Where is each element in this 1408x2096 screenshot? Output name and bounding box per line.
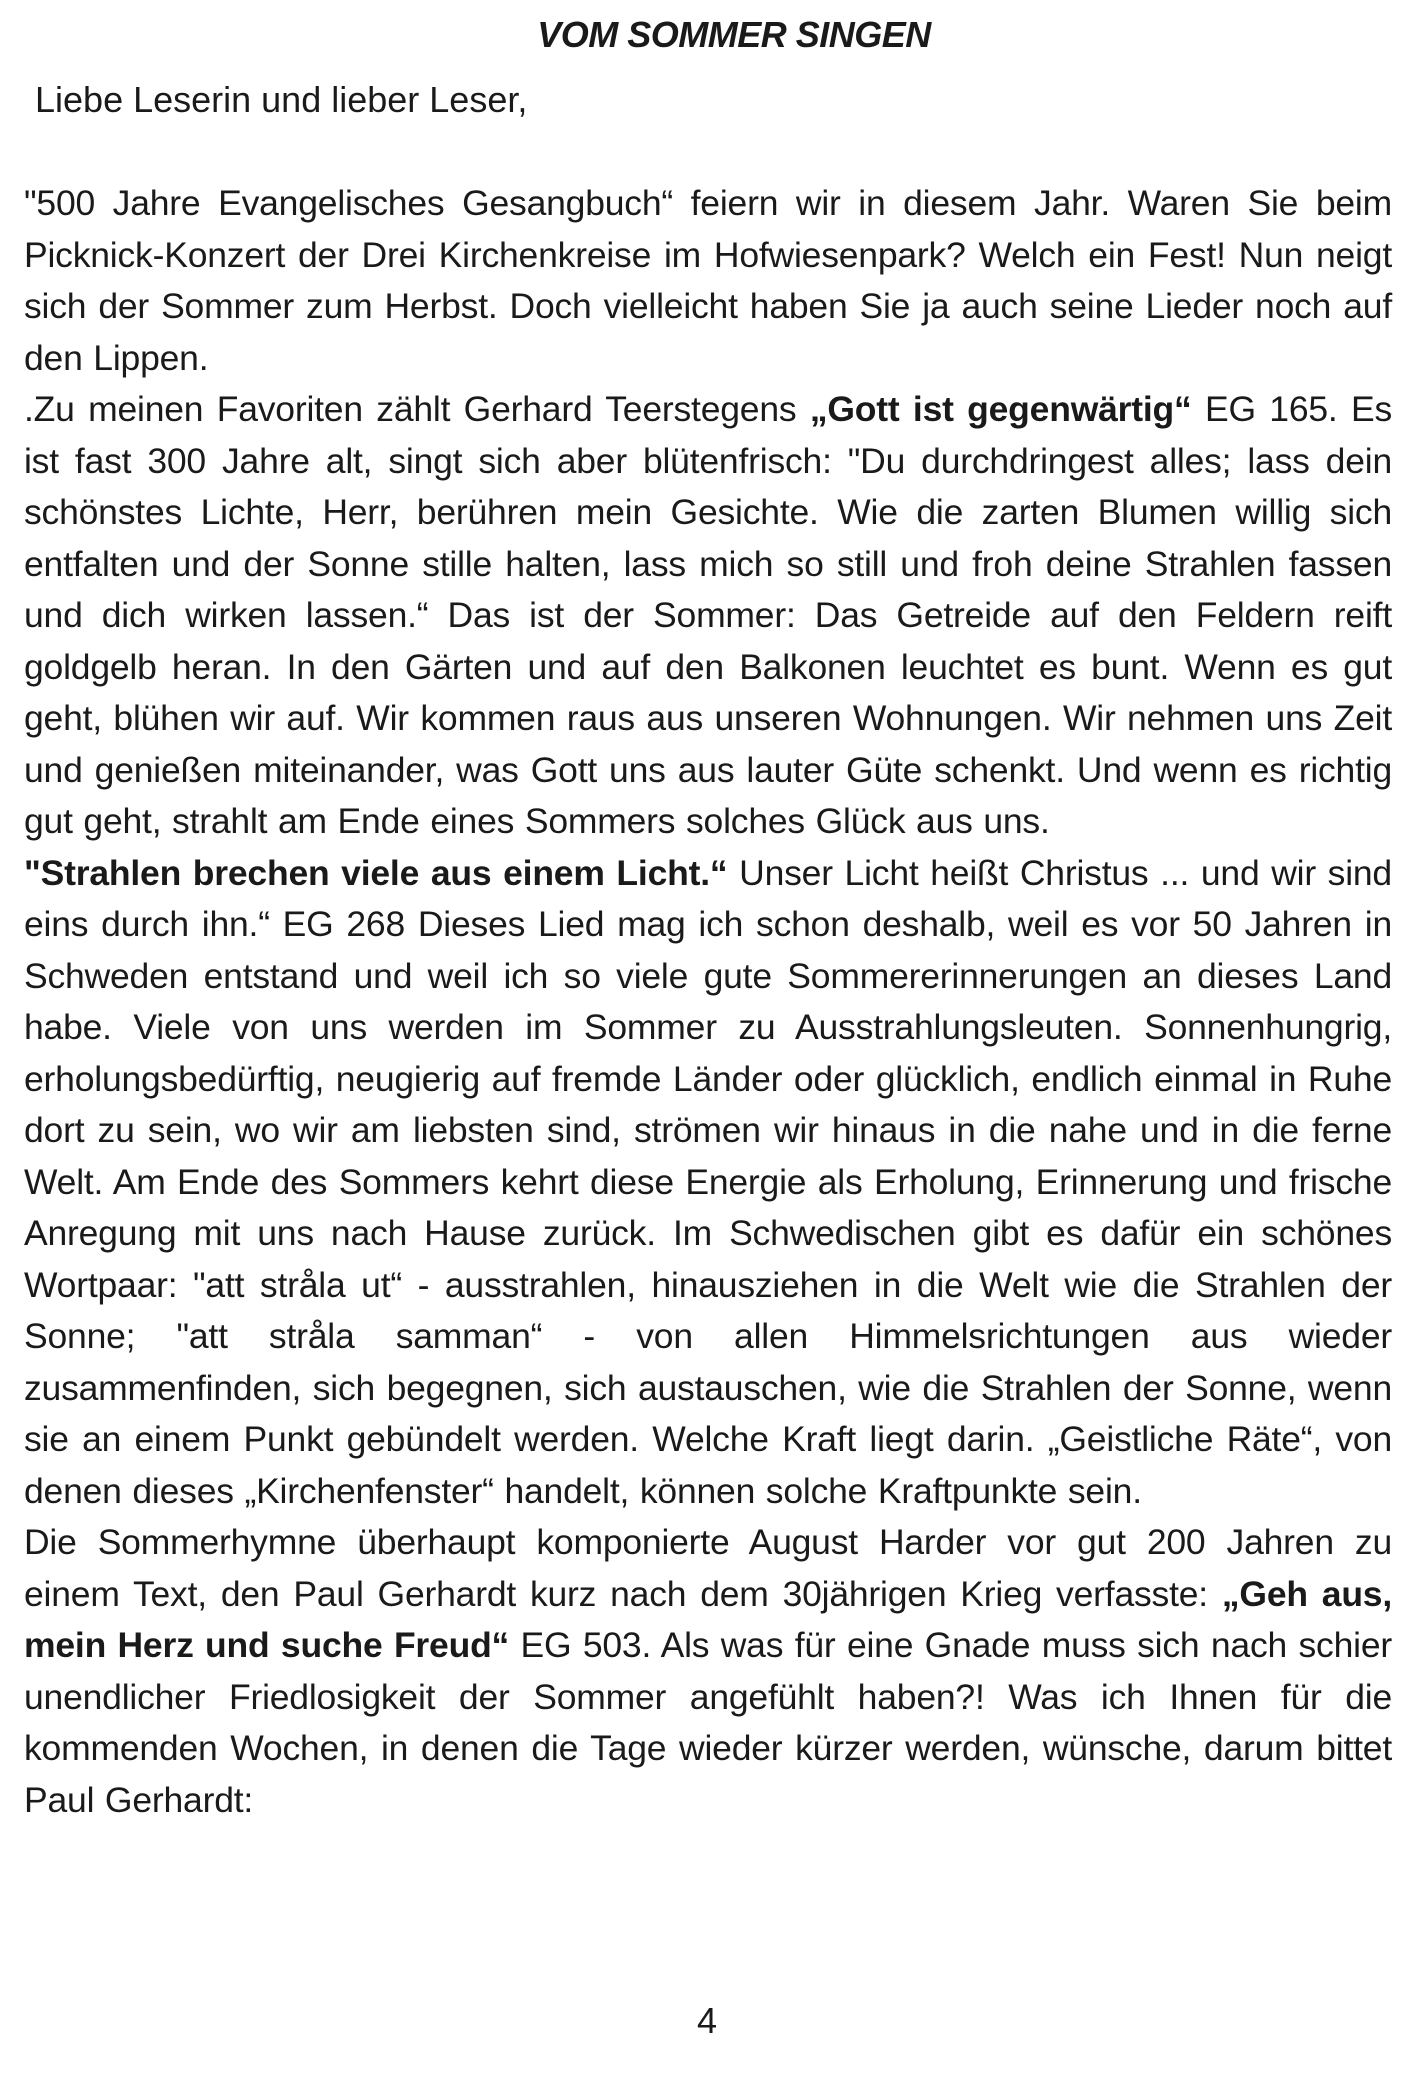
paragraph-favorite (24, 384, 1392, 848)
hymn-title-bold: "Strahlen brechen viele aus einem Licht.“ (24, 852, 728, 893)
page-number: 4 (696, 2000, 718, 2041)
text-segment: .Zu meinen Favoriten zählt Gerhard Teerstegens (24, 389, 810, 429)
salutation: Liebe Leserin und lieber Leser, (35, 79, 528, 120)
text-segment: EG 503. Als was für eine Gnade muss sich nach schier unendlicher Friedlosigkeit der Sommer angefühlt haben?! Was ich Ihnen für die kommenden Wochen, in denen die Tage wieder kürzer werden, wünsche, darum bittet Paul Gerhardt: (24, 1625, 1392, 1820)
hymn-title-bold: „Geh aus, mein Herz und suche Freud“ (24, 1573, 1393, 1665)
text-segment: EG 165. Es ist fast 300 Jahre alt, singt sich aber blütenfrisch: "Du durchdringest alles; lass dein schönstes Lichte, Herr, berühren mein Gesichte. Wie die zarten Blumen willig sich entfalten und der Sonne stille halten, lass mich so still und froh deine Strahlen fassen und dich wirken lassen.“ Das ist der Sommer: Das Getreide auf den Feldern reift goldgelb heran. In den Gärten und auf den Balkonen leuchtet es bunt. Wenn es gut geht, blühen wir auf. Wir kommen raus aus unseren Wohnungen. Wir nehmen uns Zeit und genießen miteinander, was Gott uns aus lauter Güte schenkt. Und wenn es richtig gut geht, strahlt am Ende eines Sommers solches Glück aus uns. (24, 389, 1392, 841)
text-segment: Die Sommerhymne überhaupt komponierte August Harder vor gut 200 Jahren zu einem Text, den Paul Gerhardt kurz nach dem 30jährigen Krieg verfasste: (24, 1522, 1392, 1614)
article-title: VOM SOMMER SINGEN (537, 14, 931, 55)
paragraph-intro: "500 Jahre Evangelisches Gesangbuch“ feiern wir in diesem Jahr. Waren Sie beim Picknick-Konzert der Drei Kirchenkreise im Hofwiesenpark? Welch ein Fest! Nun neigt sich der Sommer zum Herbst. Doch vielleicht haben Sie ja auch seine Lieder noch auf den Lippen. (24, 183, 1392, 378)
paragraph-strahlen (24, 848, 1392, 1518)
text-segment: Unser Licht heißt Christus ... und wir sind eins durch ihn.“ EG 268 Dieses Lied mag ich schon deshalb, weil es vor 50 Jahren in Schweden entstand und weil ich so viele gute Sommererinnerungen an dieses Land habe. Viele von uns werden im Sommer zu Ausstrahlungsleuten. Sonnenhungrig, erholungsbedürftig, neugierig auf fremde Länder oder glücklich, endlich einmal in Ruhe dort zu sein, wo wir am liebsten sind, strömen wir hinaus in die nahe und in die ferne Welt. Am Ende des Sommers kehrt diese Energie als Erholung, Erinnerung und frische Anregung mit uns nach Hause zurück. Im Schwedischen gibt es dafür ein schönes Wortpaar: "att stråla ut“ - ausstrahlen, hinausziehen in die Welt wie die Strahlen der Sonne; "att stråla samman“ - von allen Himmelsrichtungen aus wieder zusammenfinden, sich begegnen, sich austauschen, wie die Strahlen der Sonne, wenn sie an einem Punkt gebündelt werden. Welche Kraft liegt darin. „Geistliche Räte“, von denen dieses „Kirchenfenster“ handelt, können solche Kraftpunkte sein. (24, 852, 1392, 1511)
article-body (24, 178, 1392, 1826)
paragraph-sommerhymne (24, 1517, 1392, 1826)
hymn-title-bold: „Gott ist gegenwärtig“ (809, 389, 1192, 429)
